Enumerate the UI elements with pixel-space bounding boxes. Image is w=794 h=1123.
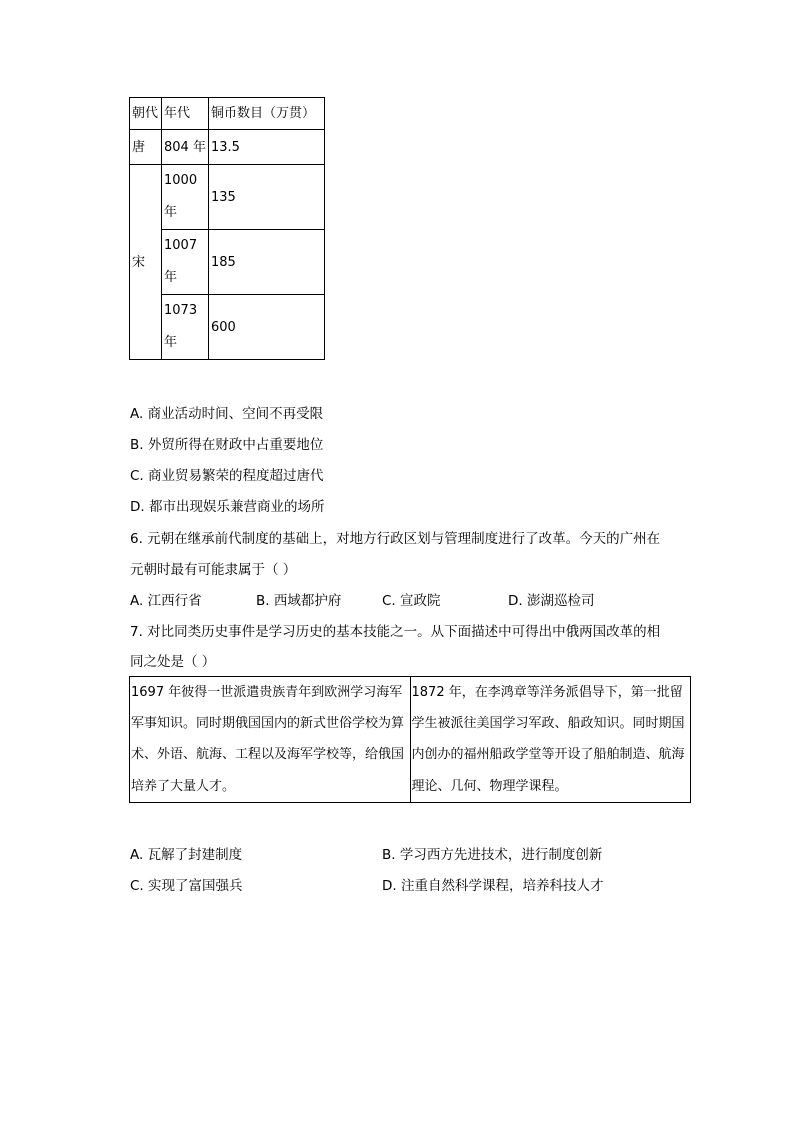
q6-option-c[interactable]: C. 宣政院 [382, 593, 441, 609]
year-cell: 804 年 [162, 130, 209, 165]
year-cell: 1007 年 [162, 230, 209, 295]
header-dynasty: 朝代 [130, 98, 162, 130]
dynasty-song: 宋 [130, 165, 162, 360]
value-cell: 600 [209, 295, 325, 360]
header-year: 年代 [162, 98, 209, 130]
table-header-row [130, 98, 325, 130]
table-row [130, 130, 325, 165]
q5-option-d[interactable]: D. 都市出现娱乐兼营商业的场所 [130, 499, 325, 515]
q5-option-b[interactable]: B. 外贸所得在财政中占重要地位 [130, 437, 324, 453]
year-cell: 1073 年 [162, 295, 209, 360]
russia-reform-cell: 1697 年彼得一世派遣贵族青年到欧洲学习海军军事知识。同时期俄国国内的新式世俗学校为算术、外语、航海、工程以及海军学校等，给俄国培养了大量人才。 [130, 677, 411, 803]
q6-stem-line1: 6. 元朝在继承前代制度的基础上，对地方行政区划与管理制度进行了改革。今天的广州在 [130, 531, 661, 547]
q7-option-a[interactable]: A. 瓦解了封建制度 [130, 847, 243, 863]
q5-option-c[interactable]: C. 商业贸易繁荣的程度超过唐代 [130, 468, 324, 484]
table-row [130, 165, 325, 230]
q6-stem-line2: 元朝时最有可能隶属于（ ） [130, 562, 297, 578]
reform-comparison-table [129, 676, 691, 803]
value-cell: 13.5 [209, 130, 325, 165]
china-reform-cell: 1872 年，在李鸿章等洋务派倡导下，第一批留学生被派往美国学习军政、船政知识。同时期国内创办的福州船政学堂等开设了船舶制造、航海理论、几何、物理学课程。 [410, 677, 691, 803]
q7-stem-line1: 7. 对比同类历史事件是学习历史的基本技能之一。从下面描述中可得出中俄两国改革的相 [130, 624, 661, 640]
value-cell: 185 [209, 230, 325, 295]
table-row [130, 677, 691, 803]
q7-option-b[interactable]: B. 学习西方先进技术，进行制度创新 [382, 847, 603, 863]
q5-option-a[interactable]: A. 商业活动时间、空间不再受限 [130, 406, 324, 422]
q6-option-b[interactable]: B. 西域都护府 [256, 593, 342, 609]
copper-coin-table [129, 97, 325, 360]
year-cell: 1000 年 [162, 165, 209, 230]
q7-option-d[interactable]: D. 注重自然科学课程，培养科技人才 [382, 878, 604, 894]
q6-option-d[interactable]: D. 澎湖巡检司 [508, 593, 595, 609]
header-coin-count: 铜币数目（万贯） [209, 98, 325, 130]
q7-option-c[interactable]: C. 实现了富国强兵 [130, 878, 243, 894]
value-cell: 135 [209, 165, 325, 230]
dynasty-tang: 唐 [130, 130, 162, 165]
q7-stem-line2: 同之处是（ ） [130, 654, 216, 670]
q6-option-a[interactable]: A. 江西行省 [130, 593, 202, 609]
